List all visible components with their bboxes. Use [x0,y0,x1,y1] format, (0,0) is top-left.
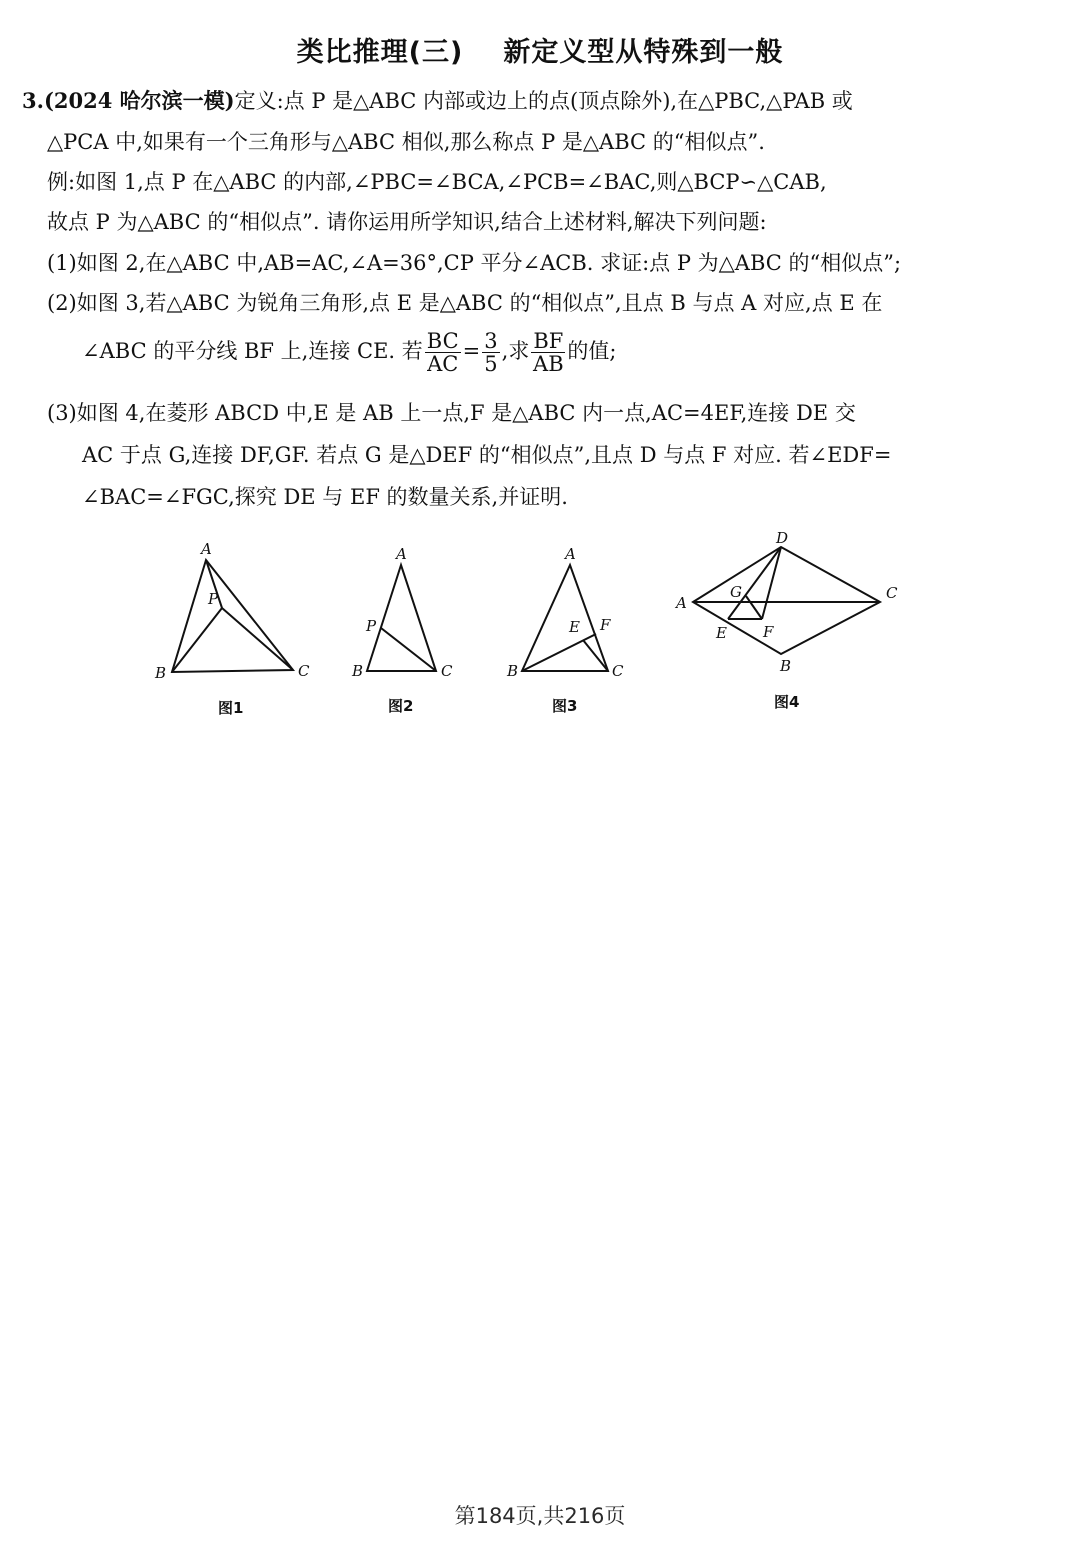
problem-text-1: 定义:点 P 是△ABC 内部或边上的点(顶点除外),在△PBC,△PAB 或 [234,89,853,113]
frac1-den: AC [427,352,459,376]
fig1-seg-bp [172,608,222,672]
fig2-label-p: P [366,617,377,635]
figure-2 [367,565,436,671]
problem-line-2: △PCA 中,如果有一个三角形与△ABC 相似,那么称点 P 是△ABC 的“相似点”. [47,130,765,154]
fig4-caption: 图4 [774,693,800,711]
question-3-line-1: (3)如图 4,在菱形 ABCD 中,E 是 AB 上一点,F 是△ABC 内一点,AC=4EF,连接 DE 交 [47,401,856,425]
q2-text-b: ,求 [501,339,530,363]
problem-line-3: 例:如图 1,点 P 在△ABC 的内部,∠PBC=∠BCA,∠PCB=∠BAC,则△BCP∽△CAB, [47,170,827,194]
fig1-label-b: B [155,664,167,682]
fig2-label-b: B [352,662,364,680]
figure-3-labels [506,545,624,715]
q2-text-a: ∠ABC 的平分线 BF 上,连接 CE. 若 [82,339,423,363]
fig4-label-g: G [730,583,742,601]
figure-3 [522,565,608,671]
fig3-label-c: C [612,662,624,680]
fig2-label-a: A [396,545,407,563]
problem-line-4: 故点 P 为△ABC 的“相似点”. 请你运用所学知识,结合上述材料,解决下列问题: [47,210,767,234]
figure-1-labels [154,540,310,717]
fig2-label-c: C [441,662,453,680]
fig2-triangle [367,565,436,671]
frac1-num: BC [426,329,459,353]
fig3-label-e: E [569,618,580,636]
fig1-caption: 图1 [218,699,244,717]
fraction-bc-ac [425,330,461,375]
figure-1 [172,560,293,672]
question-2-line-1: (2)如图 3,若△ABC 为锐角三角形,点 E 是△ABC 的“相似点”,且点 B 与点 A 对应,点 E 在 [47,291,883,315]
question-1: (1)如图 2,在△ABC 中,AB=AC,∠A=36°,CP 平分∠ACB. 求证:点 P 为△ABC 的“相似点”; [47,251,902,275]
fig1-seg-pc [222,608,293,670]
q2-eq: = [462,339,481,363]
frac3-den: AB [533,352,564,376]
fig3-seg-bf [522,634,596,671]
q2-text-c: 的值; [567,339,617,363]
fig2-seg-pc [381,628,436,671]
fig4-label-b: B [780,657,792,675]
problem-line-1 [22,85,853,115]
problem-number: 3. [22,88,44,113]
fig1-label-c: C [298,662,310,680]
problem-source: (2024 哈尔滨一模) [43,88,235,113]
fraction-bf-ab [531,330,565,375]
fig2-caption: 图2 [388,697,414,715]
question-2-line-2 [82,330,616,375]
fig1-label-p: P [208,590,219,608]
frac3-num: BF [533,329,564,353]
fig3-seg-ec [583,640,608,671]
fig3-caption: 图3 [552,697,578,715]
fraction-3-5 [482,330,499,375]
fig3-label-a: A [565,545,576,563]
page-title [0,30,1080,69]
title-part1: 类比推理(三) [296,37,464,68]
fig4-seg-gf [746,596,762,619]
fig1-label-a: A [201,540,212,558]
title-part2: 新定义型从特殊到一般 [503,37,784,68]
page-footer: 第184页,共216页 [454,1504,626,1528]
question-3-line-2: AC 于点 G,连接 DF,GF. 若点 G 是△DEF 的“相似点”,且点 D 与点 F 对应. 若∠EDF= [82,443,892,467]
fig3-label-b: B [507,662,519,680]
fig4-label-a: A [676,594,687,612]
fig3-label-f: F [600,616,611,634]
figures [0,530,1080,730]
fig4-label-c: C [886,584,898,602]
frac2-num: 3 [484,329,498,353]
fig4-label-f: F [763,623,774,641]
question-3-line-3: ∠BAC=∠FGC,探究 DE 与 EF 的数量关系,并证明. [82,485,568,509]
figure-4-labels [674,530,898,711]
frac2-den: 5 [484,352,498,376]
fig4-label-d: D [776,530,789,547]
fig4-label-e: E [716,624,727,642]
